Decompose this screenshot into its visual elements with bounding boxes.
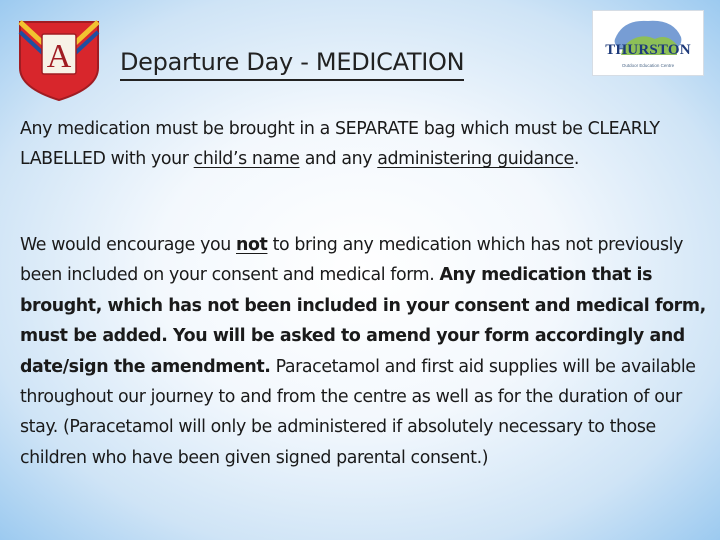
administering-guidance-underlined: administering guidance: [377, 149, 574, 170]
paragraph-1: [20, 114, 710, 175]
slide-title: Departure Day - MEDICATION: [120, 45, 464, 81]
para1-text-b: and any: [299, 149, 378, 170]
para2-bold-text: Any medication that is brought, which has not been included in your consent and medical form, must be added. You will be asked to amend your form accordingly and date/sign the amendment.: [20, 265, 706, 377]
thurston-logo: [592, 10, 704, 76]
para1-text-c: .: [573, 149, 579, 170]
para2-text-c: Paracetamol and first aid supplies will be available throughout our journey to and from the centre as well as for the duration of our stay. (Paracetamol will only be administered if absolutely necessary to those children who have been given signed parental consent.): [20, 356, 696, 468]
childs-name-underlined: child’s name: [193, 149, 300, 170]
not-emphasis: not: [236, 235, 268, 255]
paragraph-2: [20, 230, 710, 473]
thurston-name: THURSTON: [605, 42, 691, 58]
para2-text-b: to bring any medication which has not previously been included on your consent and medical form.: [20, 235, 683, 286]
badge-letter: A: [46, 38, 72, 75]
school-badge-logo: [16, 18, 102, 102]
para1-text-a: Any medication must be brought in a SEPARATE bag which must be CLEARLY LABELLED with your: [20, 119, 660, 170]
thurston-subtitle: Outdoor Education Centre: [621, 63, 675, 68]
para2-text-a: We would encourage you: [20, 235, 236, 255]
